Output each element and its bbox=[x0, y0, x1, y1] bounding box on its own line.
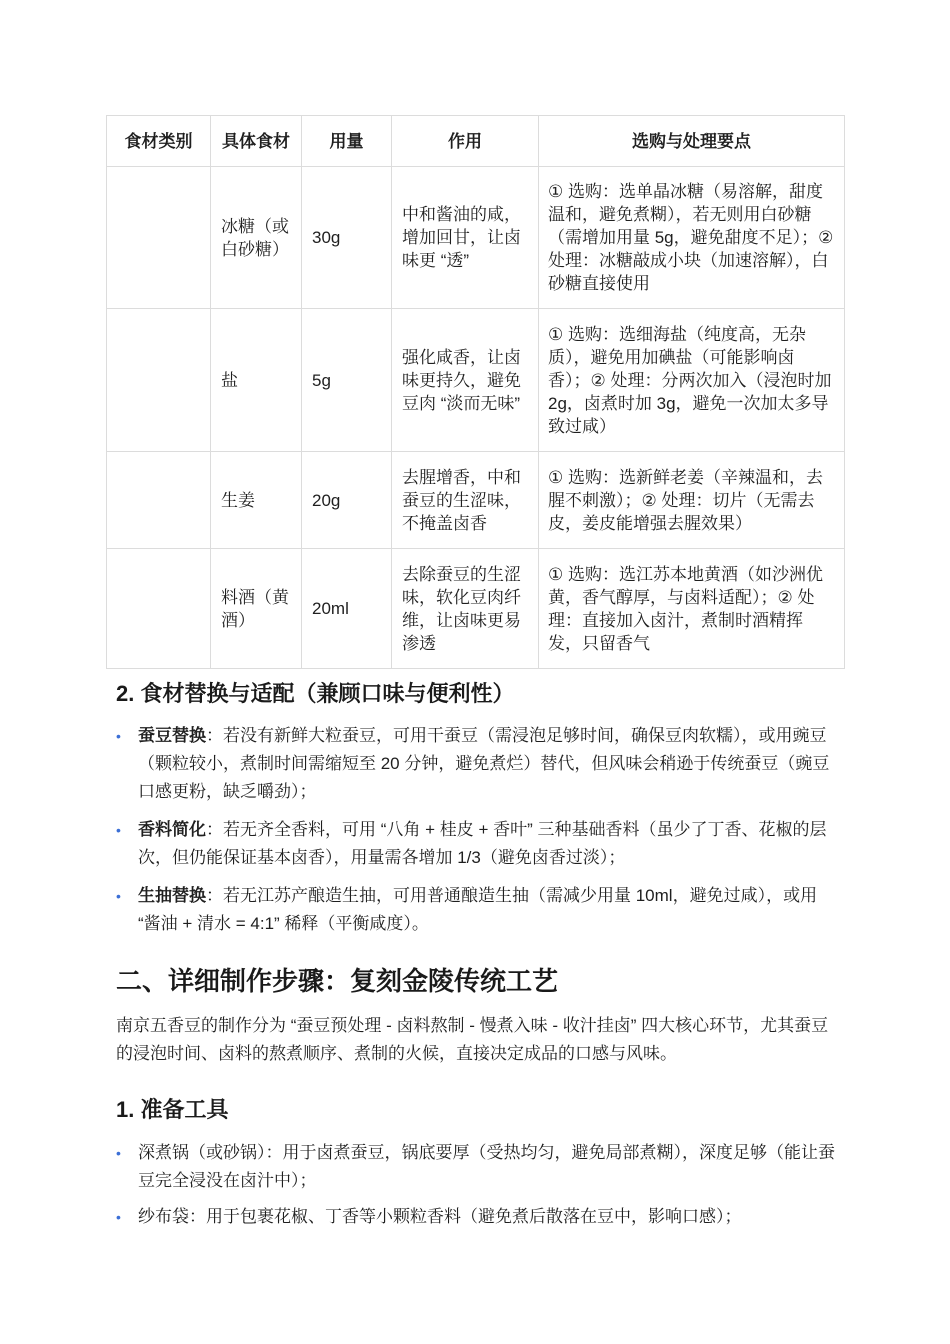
cell-category bbox=[107, 549, 211, 669]
bullet-icon: • bbox=[116, 822, 121, 838]
cell-points: ① 选购：选新鲜老姜（辛辣温和，去腥不刺激）；② 处理：切片（无需去皮，姜皮能增强去腥效果） bbox=[539, 452, 845, 549]
cell-category bbox=[107, 167, 211, 309]
header-ingredient: 具体食材 bbox=[211, 116, 302, 167]
item-label: 香料简化 bbox=[138, 820, 206, 839]
item-label: 蚕豆替换 bbox=[138, 726, 206, 745]
item-text: ：若没有新鲜大粒蚕豆，可用干蚕豆（需浸泡足够时间，确保豆肉软糯），或用豌豆（颗粒较小，煮制时间需缩短至 20 分钟，避免煮烂）替代，但风味会稍逊于传统蚕豆（豌豆口感更粉，缺乏嚼劲）； bbox=[138, 726, 830, 801]
item-text: 深煮锅（或砂锅）：用于卤煮蚕豆，锅底要厚（受热均匀，避免局部煮糊），深度足够（能让蚕豆完全浸没在卤汁中）； bbox=[138, 1143, 835, 1190]
cell-ingredient: 盐 bbox=[211, 309, 302, 452]
header-amount: 用量 bbox=[302, 116, 392, 167]
bullet-icon: • bbox=[116, 1145, 121, 1161]
item-text: ：若无齐全香料，可用 “八角 + 桂皮 + 香叶” 三种基础香料（虽少了丁香、花椒的层次，但仍能保证基本卤香），用量需各增加 1/3（避免卤香过淡）； bbox=[138, 820, 827, 867]
table-row bbox=[107, 549, 845, 669]
cell-effect: 去腥增香，中和蚕豆的生涩味，不掩盖卤香 bbox=[392, 452, 539, 549]
cell-points: ① 选购：选单晶冰糖（易溶解，甜度温和，避免煮糊），若无则用白砂糖（需增加用量 5g，避免甜度不足）；② 处理：冰糖敲成小块（加速溶解），白砂糖直接使用 bbox=[539, 167, 845, 309]
cell-amount: 20g bbox=[302, 452, 392, 549]
bullet-icon: • bbox=[116, 728, 121, 744]
header-effect: 作用 bbox=[392, 116, 539, 167]
cell-amount: 5g bbox=[302, 309, 392, 452]
cell-effect: 强化咸香，让卤味更持久，避免豆肉 “淡而无味” bbox=[392, 309, 539, 452]
cell-ingredient: 冰糖（或白砂糖） bbox=[211, 167, 302, 309]
table-row bbox=[107, 167, 845, 309]
table-row bbox=[107, 452, 845, 549]
substitution-list bbox=[116, 722, 842, 938]
header-category: 食材类别 bbox=[107, 116, 211, 167]
table-header-row bbox=[107, 116, 845, 167]
cell-ingredient: 料酒（黄酒） bbox=[211, 549, 302, 669]
tools-heading: 1. 准备工具 bbox=[116, 1097, 229, 1122]
list-item bbox=[116, 882, 842, 938]
item-text: ：若无江苏产酿造生抽，可用普通酿造生抽（需减少用量 10ml，避免过咸），或用 “酱油 + 清水 = 4:1” 稀释（平衡咸度）。 bbox=[138, 886, 818, 933]
cell-ingredient: 生姜 bbox=[211, 452, 302, 549]
list-item bbox=[116, 722, 842, 806]
bullet-icon: • bbox=[116, 1209, 121, 1225]
cell-category bbox=[107, 309, 211, 452]
bullet-icon: • bbox=[116, 888, 121, 904]
table-row bbox=[107, 309, 845, 452]
header-points: 选购与处理要点 bbox=[539, 116, 845, 167]
cell-amount: 30g bbox=[302, 167, 392, 309]
substitution-heading: 2. 食材替换与适配（兼顾口味与便利性） bbox=[116, 681, 515, 706]
list-item bbox=[116, 1203, 842, 1231]
item-label: 生抽替换 bbox=[138, 886, 206, 905]
cell-effect: 去除蚕豆的生涩味，软化豆肉纤维，让卤味更易渗透 bbox=[392, 549, 539, 669]
item-text: 纱布袋：用于包裹花椒、丁香等小颗粒香料（避免煮后散落在豆中，影响口感）； bbox=[138, 1207, 742, 1226]
ingredients-table bbox=[106, 115, 845, 669]
cell-effect: 中和酱油的咸，增加回甘，让卤味更 “透” bbox=[392, 167, 539, 309]
list-item bbox=[116, 816, 842, 872]
steps-intro: 南京五香豆的制作分为 “蚕豆预处理 - 卤料熬制 - 慢煮入味 - 收汁挂卤” 四大核心环节，尤其蚕豆的浸泡时间、卤料的熬煮顺序、煮制的火候，直接决定成品的口感与风味。 bbox=[116, 1016, 829, 1063]
steps-heading: 二、详细制作步骤：复刻金陵传统工艺 bbox=[116, 966, 559, 996]
cell-points: ① 选购：选细海盐（纯度高，无杂质），避免用加碘盐（可能影响卤香）；② 处理：分两次加入（浸泡时加 2g，卤煮时加 3g，避免一次加太多导致过咸） bbox=[539, 309, 845, 452]
tools-list bbox=[116, 1139, 842, 1231]
cell-category bbox=[107, 452, 211, 549]
cell-points: ① 选购：选江苏本地黄酒（如沙洲优黄，香气醇厚，与卤料适配）；② 处理：直接加入卤汁，煮制时酒精挥发，只留香气 bbox=[539, 549, 845, 669]
list-item bbox=[116, 1139, 842, 1195]
cell-amount: 20ml bbox=[302, 549, 392, 669]
